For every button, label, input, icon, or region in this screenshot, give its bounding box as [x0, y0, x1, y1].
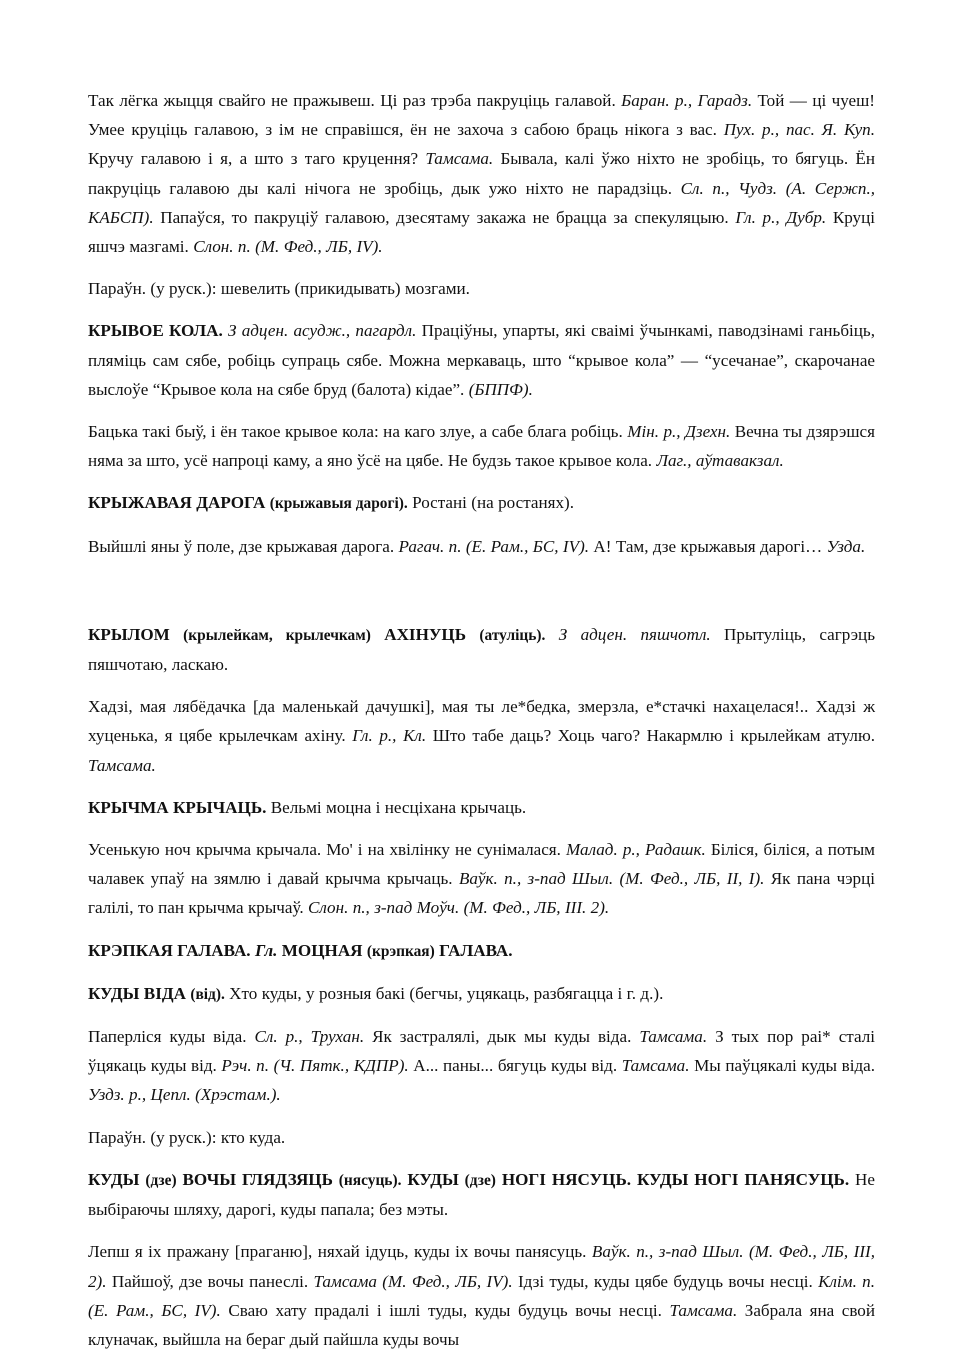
example-paragraph — [88, 1237, 875, 1354]
body-text: Кручу галавою і я, а што з таго круцення? — [88, 149, 426, 169]
source-citation: Клім. п. (Е. Рам., БС, IV). — [88, 1271, 875, 1320]
body-text: Вельмі моцна і несціхана крычаць. — [266, 797, 527, 817]
body-text: Бывала, калі ўжо ніхто не зробіць, то бягуць. Ён пакруціць галавою ды калі нічога не зробіць, дык ужо ніхто не парадзіць. — [88, 149, 875, 198]
example-paragraph — [88, 417, 875, 475]
body-text: Як застралялі, дык мы куды віда. — [364, 1027, 640, 1047]
body-text: Папаўся, то пакруціў галавою, дзесятаму закажа не брацца за спекуляцыю. — [153, 207, 736, 227]
body-text: Не выбіраючы шляху, дарогі, куды папала; без мэты. — [88, 1169, 875, 1220]
dictionary-entry-paragraph — [88, 620, 875, 679]
headword-variant: (дзе) — [464, 1171, 496, 1189]
source-citation: Пух. р., пас. Я. Куп. — [723, 120, 876, 140]
source-citation: Тамсама. — [621, 1056, 690, 1076]
headword-variant: (крыжавыя дарогі). — [269, 495, 408, 513]
body-text: Выйшлі яны ў поле, дзе крыжавая дарога. — [88, 536, 399, 556]
source-citation: Тамсама. — [669, 1300, 738, 1320]
body-text: Так лёгка жыцця свайго не пражывеш. Ці раз трэба пакруціць галавой. — [88, 91, 622, 110]
example-paragraph — [88, 86, 875, 261]
source-citation: З адцен. пяшчотл. — [558, 624, 711, 644]
dictionary-entry-paragraph — [88, 793, 875, 822]
body-text — [545, 625, 558, 644]
dictionary-entry-paragraph — [88, 979, 875, 1009]
page-text-column — [88, 86, 875, 1354]
body-text: Мы паўцякалі куды віда. — [689, 1056, 875, 1076]
source-citation: Сл. п., Чудз. (А. Сержп., КАБСП). — [88, 178, 875, 227]
body-text: Усенькую ноч крычма крычала. Мо' і на хвілінку не сунімалася. — [88, 840, 567, 860]
body-text: Што табе даць? Хоць чаго? Накармлю і крылейкам атулю. — [426, 726, 875, 746]
comparison-note-paragraph — [88, 1123, 875, 1152]
body-text: А... паны... бягуць куды від. — [408, 1056, 622, 1076]
example-paragraph — [88, 1022, 875, 1110]
source-citation: Уздз. р., Цепл. (Хрэстам.). — [88, 1085, 281, 1105]
body-text: Біліся, біліся, а потым чалавек упаў на зямлю і давай крычма крычаць. — [88, 840, 875, 889]
dictionary-entry-paragraph — [88, 488, 875, 518]
source-citation: Слон. п. (М. Фед., ЛБ, IV). — [193, 237, 383, 257]
source-citation: Рагач. п. (Е. Рам., БС, IV). — [398, 536, 590, 556]
body-text: Хто куды, у розныя бакі (бегчы, уцякаць, разбягацца і г. д.). — [224, 983, 664, 1003]
headword-term: КУДЫ ВІДА — [88, 983, 191, 1003]
body-text: Паперліся куды віда. — [88, 1027, 255, 1047]
source-citation: Гл. р., Кл. — [352, 726, 427, 746]
source-citation: Тамсама. — [88, 755, 156, 775]
source-citation: Мін. р., Дзехн. — [627, 422, 731, 442]
headword-term: КРЫВОЕ КОЛА. — [88, 321, 223, 341]
example-paragraph — [88, 532, 875, 561]
source-citation: Тамсама. — [425, 149, 494, 169]
source-citation: З адцен. асудж., пагардл. — [228, 321, 417, 341]
headword-variant: (атуліць). — [479, 626, 546, 644]
headword-term: ВОЧЫ ГЛЯДЗЯЦЬ — [176, 1169, 339, 1189]
headword-variant: (від). — [190, 985, 225, 1003]
example-paragraph — [88, 692, 875, 780]
body-text: Хадзі, мая лябёдачка [да маленькай дачушкі], мая ты ле*бедка, змерзла, е*стачкі нахацелася!.. Хадзі ж хуценька, я цябе крылечкам ахіну. — [88, 697, 875, 746]
body-text: Той — ці чуеш! Умее круціць галавою, з ім не справішся, ён не захоча з сабою браць нікога з вас. — [88, 91, 875, 140]
headword-variant: (крылейкам, крылечкам) — [183, 626, 371, 644]
headword-term: КУДЫ — [88, 1169, 146, 1189]
source-citation: Слон. п., з-пад Моўч. (М. Фед., ЛБ, III. 2). — [307, 898, 610, 918]
headword-term: НОГІ НЯСУЦЬ. КУДЫ НОГІ ПАНЯСУЦЬ. — [495, 1169, 850, 1189]
source-citation: Гл. р., Дубр. — [735, 207, 827, 227]
headword-term: КРЫЖАВАЯ ДАРОГА — [88, 493, 270, 513]
source-citation: Тамсама (М. Фед., ЛБ, IV). — [313, 1271, 513, 1291]
headword-term: АХІНУЦЬ — [370, 624, 480, 644]
source-citation: Сл. р., Трухан. — [254, 1027, 365, 1047]
body-text: З тых пор раі* сталі ўцякаць куды від. — [88, 1027, 875, 1076]
body-text: Прытуліць, сагрэць пяшчотаю, ласкаю. — [88, 624, 875, 675]
example-paragraph — [88, 835, 875, 923]
headword-term: МОЦНАЯ — [281, 940, 367, 960]
headword-term: КРЫЛОМ — [88, 624, 184, 644]
comparison-note-paragraph — [88, 274, 875, 303]
headword-term: КРЭПКАЯ ГАЛАВА. — [88, 940, 251, 960]
body-text: Сваю хату прадалі і ішлі туды, куды будуць вочы несці. — [220, 1300, 670, 1320]
body-text: Забрала яна свой клуначак, выйшла на бераг дый пайшла куды вочы — [88, 1300, 876, 1349]
source-citation: Лаг., аўтавакзал. — [656, 451, 784, 471]
body-text: Бацька такі быў, і ён такое крывое кола: на каго злуе, а сабе блага робіць. — [88, 422, 628, 442]
body-text: Лепш я іх пражану [праганю], няхай ідуць, куды іх вочы панясуць. — [88, 1242, 592, 1262]
source-citation: Баран. р., Гарадз. — [621, 91, 753, 110]
source-citation: (БППФ). — [468, 379, 533, 399]
source-citation: Тамсама. — [639, 1027, 708, 1047]
headword-term: КУДЫ — [401, 1169, 465, 1189]
body-text: Вечна ты дзярэшся няма за што, усё напроці каму, а яно ўсё на цябе. Не будзь такое крывое кола. — [88, 422, 875, 471]
headword-variant: (дзе) — [145, 1171, 177, 1189]
body-text: Ідзі туды, куды цябе будуць вочы несці. — [512, 1271, 819, 1291]
body-text: Параўн. (у руск.): шевелить (прикидывать) мозгами. — [88, 279, 470, 299]
body-text: Як пана чэрці галілі, то пан крычма крычаў. — [88, 869, 876, 918]
dictionary-entry-paragraph — [88, 1165, 875, 1224]
body-text: Круці яшчэ мазгамі. — [88, 207, 876, 257]
section-spacer — [88, 574, 875, 620]
dictionary-entry-paragraph — [88, 936, 875, 966]
body-text: А! Там, дзе крыжавыя дарогі… — [589, 536, 827, 556]
source-citation: Ваўк. п., з-пад Шыл. (М. Фед., ЛБ, II, I). — [458, 869, 765, 889]
headword-term: ГАЛАВА. — [434, 940, 513, 960]
source-citation: Рэч. п. (Ч. Пятк., КДПР). — [221, 1056, 409, 1076]
body-text: Параўн. (у руск.): кто куда. — [88, 1127, 286, 1147]
body-text: Ростані (на ростанях). — [407, 493, 574, 513]
headword-term: КРЫЧМА КРЫЧАЦЬ. — [88, 797, 267, 817]
source-citation: Узда. — [826, 536, 866, 556]
dictionary-entry-paragraph — [88, 316, 875, 404]
body-text: Праціўны, упарты, які сваімі ўчынкамі, паводзінамі ганьбіць, пляміць сам сябе, робіць супраць сябе. Можна меркаваць, што “крывое кола” — “усечанае”, скарочанае выслоўе “Крывое кола на сябе бруд (балота) кідае”. — [88, 321, 875, 399]
headword-variant: (нясуць). — [338, 1171, 402, 1189]
source-citation: Ваўк. п., з-пад Шыл. (М. Фед., ЛБ, III, 2). — [88, 1242, 875, 1291]
source-citation: Малад. р., Радашк. — [566, 840, 706, 860]
cross-reference-marker: Гл. — [254, 940, 278, 960]
headword-variant: (крэпкая) — [366, 942, 435, 960]
body-text: Пайшоў, дзе вочы панеслі. — [106, 1271, 314, 1291]
